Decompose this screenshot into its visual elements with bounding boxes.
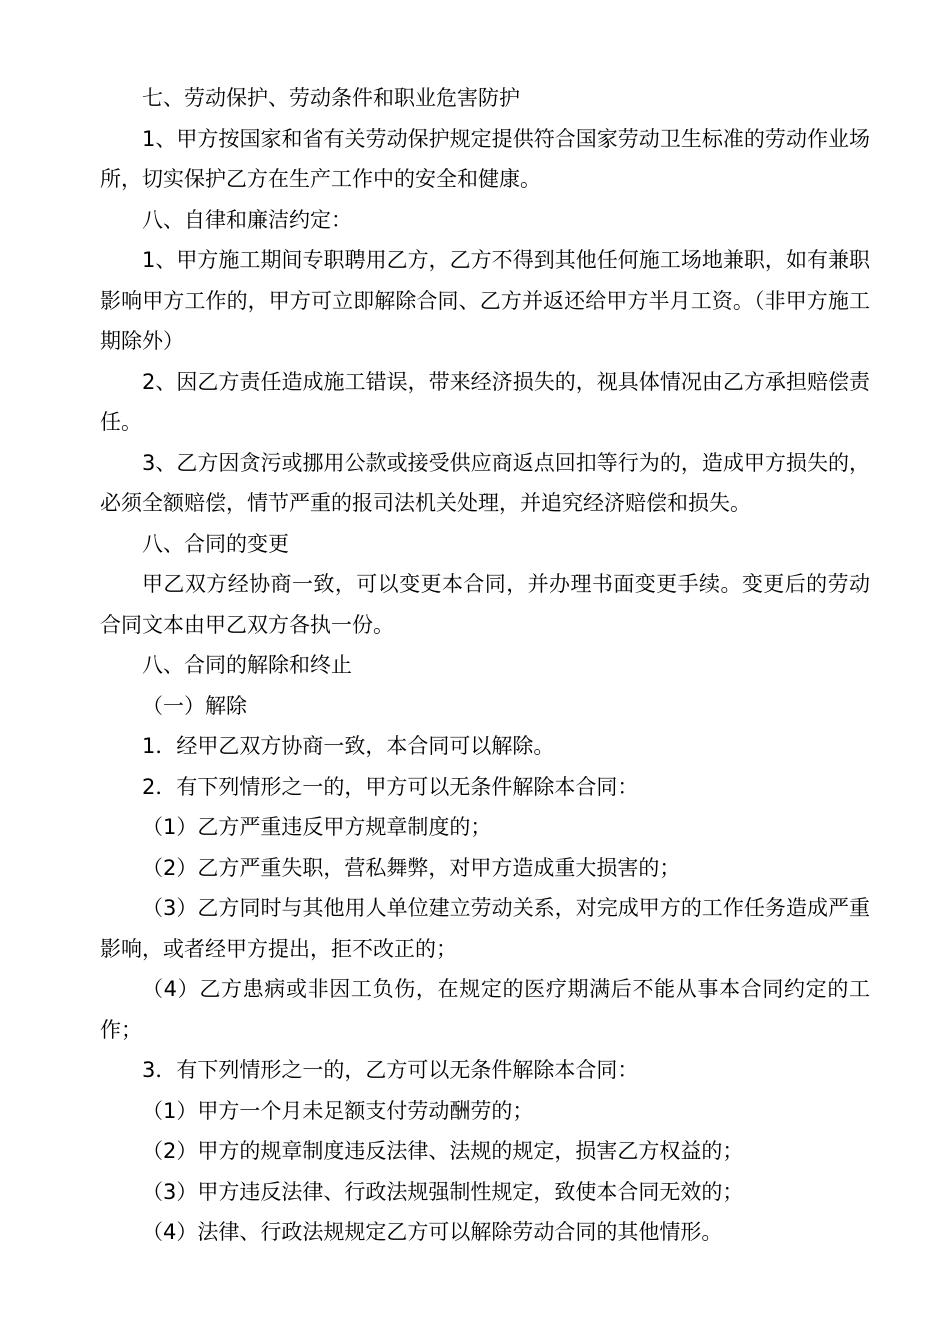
section-heading-labor-protection: 七、劳动保护、劳动条件和职业危害防护 xyxy=(142,86,520,110)
section-heading-contract-change: 八、合同的变更 xyxy=(142,531,289,556)
section-heading-self-discipline: 八、自律和廉洁约定： xyxy=(142,207,352,232)
paragraph-dissolution-3: 3．有下列情形之一的，乙方可以无条件解除本合同： xyxy=(142,1058,639,1082)
list-item-employee-4: （4）法律、行政法规规定乙方可以解除劳动合同的其他情形。 xyxy=(142,1220,723,1244)
list-item-employee-2: （2）甲方的规章制度违反法律、法规的规定，损害乙方权益的； xyxy=(142,1139,744,1163)
list-item-employer-2: （2）乙方严重失职，营私舞弊，对甲方造成重大损害的； xyxy=(142,855,681,880)
list-item-employer-3: （3）乙方同时与其他用人单位建立劳动关系，对完成甲方的工作任务造成严重影响，或者经甲方提出，拒不改正的； xyxy=(100,896,870,961)
list-item-employer-4: （4）乙方患病或非因工负伤，在规定的医疗期满后不能从事本合同约定的工作； xyxy=(100,977,870,1042)
document-body xyxy=(100,78,870,1253)
list-item-employee-1: （1）甲方一个月未足额支付劳动酬劳的； xyxy=(142,1098,534,1123)
paragraph-dissolution-1: 1．经甲乙双方协商一致，本合同可以解除。 xyxy=(142,734,555,758)
subheading-dissolution: （一）解除 xyxy=(142,693,247,718)
paragraph-labor-protection-1: 1、甲方按国家和省有关劳动保护规定提供符合国家劳动卫生标准的劳动作业场所，切实保护乙方在生产工作中的安全和健康。 xyxy=(100,126,870,191)
paragraph-self-discipline-3: 3、乙方因贪污或挪用公款或接受供应商返点回扣等行为的，造成甲方损失的，必须全额赔偿，情节严重的报司法机关处理，并追究经济赔偿和损失。 xyxy=(100,450,870,515)
list-item-employer-1: （1）乙方严重违反甲方规章制度的； xyxy=(142,815,492,839)
list-item-employee-3: （3）甲方违反法律、行政法规强制性规定，致使本合同无效的； xyxy=(142,1179,744,1204)
paragraph-self-discipline-2: 2、因乙方责任造成施工错误，带来经济损失的，视具体情况由乙方承担赔偿责任。 xyxy=(100,369,870,434)
paragraph-contract-change: 甲乙双方经协商一致，可以变更本合同，并办理书面变更手续。变更后的劳动合同文本由甲乙双方各执一份。 xyxy=(100,572,870,637)
paragraph-self-discipline-1: 1、甲方施工期间专职聘用乙方，乙方不得到其他任何施工场地兼职，如有兼职影响甲方工作的，甲方可立即解除合同、乙方并返还给甲方半月工资。（非甲方施工期除外） xyxy=(100,248,870,353)
section-heading-termination: 八、合同的解除和终止 xyxy=(142,653,352,677)
paragraph-dissolution-2: 2．有下列情形之一的，甲方可以无条件解除本合同： xyxy=(142,774,639,799)
